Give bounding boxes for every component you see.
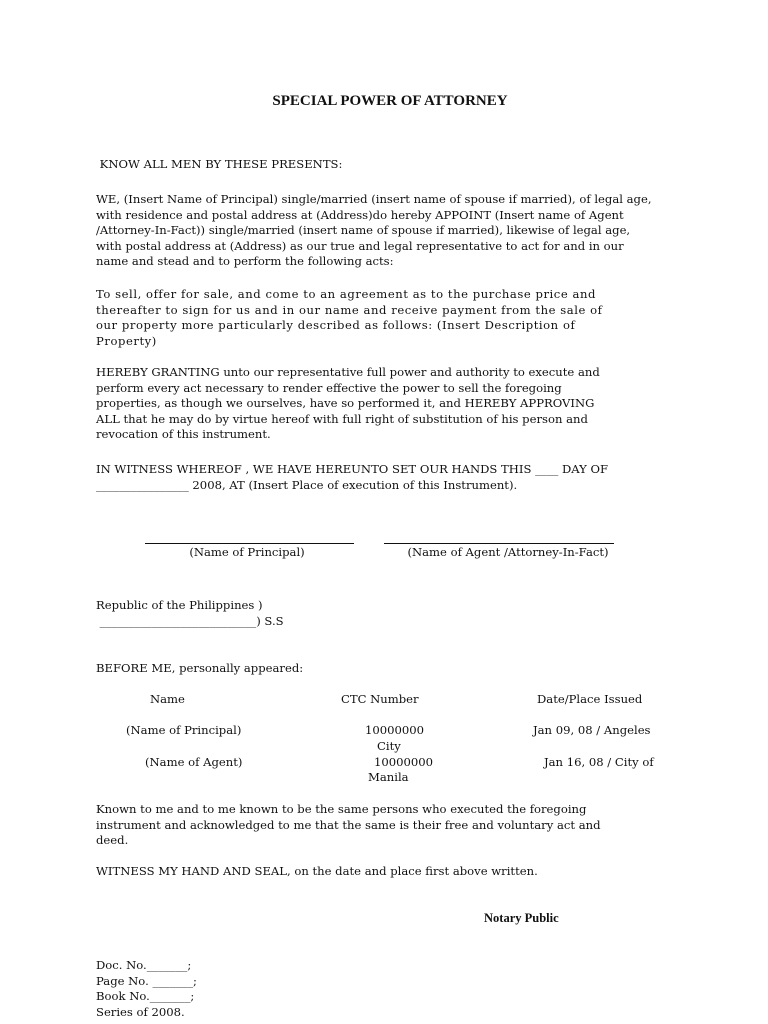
witness-seal-line: WITNESS MY HAND AND SEAL, on the date and place first above written. — [96, 864, 538, 878]
paragraph-line: Known to me and to me known to be the same persons who executed the foregoing — [96, 802, 587, 816]
paragraph-line: instrument and acknowledged to me that the same is their free and voluntary act and — [96, 817, 601, 832]
paragraph-line: name and stead and to perform the following acts: — [96, 254, 394, 269]
paragraph-line: perform every act necessary to render effective the power to sell the foregoing — [96, 380, 562, 395]
table-cell-date: Jan 16, 08 / City of — [544, 755, 654, 769]
powers-paragraph — [96, 287, 681, 349]
paragraph-line: thereafter to sign for us and in our name and receive payment from the sale of — [96, 302, 603, 317]
document-reference-block — [96, 958, 197, 1020]
table-cell-ctc: 10000000 — [374, 755, 434, 769]
venue-line: ___________________________) S.S — [96, 613, 284, 628]
paragraph-line: To sell, offer for sale, and come to an agreement as to the purchase price and — [96, 287, 596, 301]
table-cell-name: (Name of Principal) — [126, 723, 242, 737]
paragraph-line: Property) — [96, 333, 157, 348]
document-title: SPECIAL POWER OF ATTORNEY — [272, 93, 508, 109]
paragraph-line: /Attorney-In-Fact)) single/married (insert name of spouse if married), likewise of legal age, — [96, 223, 631, 238]
granting-paragraph — [96, 365, 681, 443]
table-cell-ctc-continued: City — [377, 739, 401, 753]
table-header-date: Date/Place Issued — [537, 692, 643, 706]
paragraph-line: our property more particularly described as follows: (Insert Description of — [96, 318, 576, 333]
principal-signature-line — [145, 543, 354, 544]
paragraph-line: properties, as though we ourselves, have so performed it, and HEREBY APPROVING — [96, 396, 595, 411]
paragraph-line: IN WITNESS WHEREOF , WE HAVE HEREUNTO SET OUR HANDS THIS ____ DAY OF — [96, 462, 609, 476]
agent-signature-label: (Name of Agent /Attorney-In-Fact) — [407, 545, 609, 559]
paragraph-line: HEREBY GRANTING unto our representative full power and authority to execute and — [96, 365, 600, 379]
venue-block — [96, 598, 681, 629]
venue-line: Republic of the Philippines ) — [96, 598, 263, 612]
paragraph-line: ________________ 2008, AT (Insert Place of execution of this Instrument). — [96, 477, 518, 492]
notary-public-label: Notary Public — [484, 911, 559, 925]
before-me-line: BEFORE ME, personally appeared: — [96, 661, 304, 675]
table-header-name: Name — [150, 692, 185, 706]
series-line: Series of 2008. — [96, 1004, 185, 1019]
page-number-line: Page No. _______; — [96, 973, 197, 988]
acknowledgment-paragraph — [96, 802, 681, 849]
table-cell-name: (Name of Agent) — [145, 755, 243, 769]
principal-signature-label: (Name of Principal) — [189, 545, 305, 559]
table-cell-ctc: 10000000 — [365, 723, 425, 737]
paragraph-line: revocation of this instrument. — [96, 427, 271, 442]
table-header-ctc: CTC Number — [341, 692, 419, 706]
table-cell-ctc-continued: Manila — [368, 770, 409, 784]
table-cell-date: Jan 09, 08 / Angeles — [533, 723, 651, 737]
agent-signature-line — [384, 543, 614, 544]
intro-line: KNOW ALL MEN BY THESE PRESENTS: — [96, 157, 343, 171]
doc-number-line: Doc. No._______; — [96, 958, 192, 972]
paragraph-line: ALL that he may do by virtue hereof with full right of substitution of his person and — [96, 411, 588, 426]
paragraph-line: WE, (Insert Name of Principal) single/married (insert name of spouse if married), of legal age, — [96, 192, 652, 206]
paragraph-line: with residence and postal address at (Address)do hereby APPOINT (Insert name of Agent — [96, 207, 624, 222]
witness-paragraph — [96, 462, 681, 493]
paragraph-line: deed. — [96, 833, 129, 848]
book-number-line: Book No._______; — [96, 989, 195, 1004]
paragraph-line: with postal address at (Address) as our true and legal representative to act for and in our — [96, 238, 624, 253]
appointment-paragraph — [96, 192, 681, 270]
